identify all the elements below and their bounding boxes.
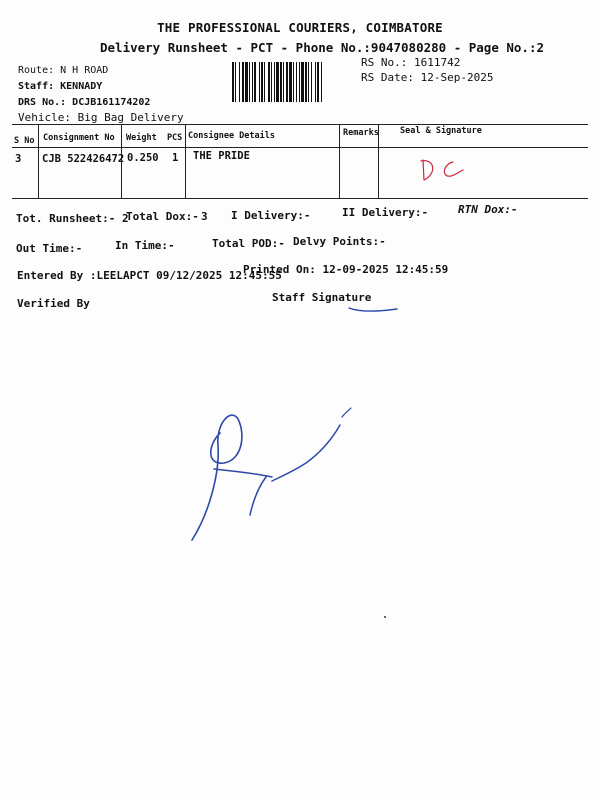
header-consignment-no: Consignment No: [43, 133, 115, 143]
barcode-bar: [289, 62, 292, 102]
rtn-dox: RTN Dox:-: [458, 203, 518, 216]
entered-by: Entered By :LEELAPCT 09/12/2025 12:45:55: [17, 269, 282, 282]
company-title: THE PROFESSIONAL COURIERS, COIMBATORE: [157, 20, 443, 35]
barcode-bar: [280, 62, 282, 102]
route-label: Route: N H ROAD: [18, 65, 109, 76]
barcode-bar: [308, 62, 309, 102]
barcode-bar: [286, 62, 288, 102]
barcode-bar: [321, 62, 322, 102]
barcode-bar: [268, 62, 270, 102]
verified-by: Verified By: [17, 297, 90, 310]
total-dox-label: Total Dox:-: [126, 210, 199, 223]
barcode-bar: [252, 62, 253, 102]
handwritten-signature: [180, 405, 360, 550]
barcode-bar: [254, 62, 256, 102]
barcode-bar: [271, 62, 272, 102]
row-sno: 3: [15, 153, 22, 165]
tot-runsheet: Tot. Runsheet:- 2: [16, 212, 129, 225]
barcode-bar: [276, 62, 279, 102]
barcode-bar: [235, 62, 236, 102]
staff-signature-label: Staff Signature: [272, 291, 372, 304]
barcode-bar: [305, 62, 307, 102]
staff-label: Staff: KENNADY: [18, 81, 103, 92]
drs-number: DRS No.: DCJB161174202: [18, 97, 151, 108]
header-weight-pcs: Weight PCS: [126, 133, 183, 143]
stray-dot: [384, 616, 386, 618]
total-pod: Total POD:-: [212, 237, 285, 250]
vehicle-label: Vehicle: Big Bag Delivery: [18, 111, 184, 124]
row-consignment-no: CJB 522426472: [42, 153, 125, 165]
col-divider: [339, 124, 340, 199]
header-sno: S No: [14, 136, 35, 146]
table-header-divider: [12, 147, 588, 148]
barcode-bar: [311, 62, 312, 102]
ii-delivery: II Delivery:-: [342, 206, 429, 219]
barcode-bar: [245, 62, 248, 102]
in-time: In Time:-: [115, 239, 175, 252]
i-delivery: I Delivery:-: [231, 209, 311, 222]
barcode-bar: [242, 62, 244, 102]
barcode-bar: [315, 62, 316, 102]
barcode-bar: [296, 62, 297, 102]
table-bottom-border: [12, 198, 588, 199]
barcode-bar: [259, 62, 260, 102]
barcode-bar: [239, 62, 240, 102]
rs-date: RS Date: 12-Sep-2025: [361, 71, 494, 84]
barcode-bar: [301, 62, 304, 102]
header-seal-signature: Seal & Signature: [400, 126, 482, 136]
total-dox-value: 3: [201, 210, 208, 223]
barcode: [232, 62, 356, 102]
barcode-bar: [261, 62, 263, 102]
col-divider: [38, 124, 39, 199]
out-time: Out Time:-: [16, 242, 83, 255]
header-remarks: Remarks: [343, 128, 379, 138]
barcode-bar: [274, 62, 275, 102]
barcode-bar: [232, 62, 234, 102]
rs-number: RS No.: 1611742: [361, 56, 461, 69]
barcode-bar: [283, 62, 284, 102]
delvy-points: Delvy Points:-: [293, 235, 386, 248]
header-consignee-details: Consignee Details: [188, 131, 275, 141]
runsheet-subtitle: Delivery Runsheet - PCT - Phone No.:9047080280 - Page No.:2: [100, 40, 545, 55]
table-top-border: [12, 124, 588, 125]
barcode-bar: [317, 62, 319, 102]
barcode-bar: [299, 62, 300, 102]
handwritten-seal-mark: [415, 150, 475, 190]
signature-stroke: [345, 302, 405, 318]
barcode-bar: [264, 62, 265, 102]
col-divider: [185, 124, 186, 199]
barcode-bar: [293, 62, 294, 102]
barcode-bar: [249, 62, 250, 102]
row-consignee: THE PRIDE: [193, 150, 250, 162]
row-pcs: 1: [172, 152, 179, 164]
row-weight: 0.250: [127, 152, 159, 164]
printed-on: Printed On: 12-09-2025 12:45:59: [243, 263, 449, 276]
